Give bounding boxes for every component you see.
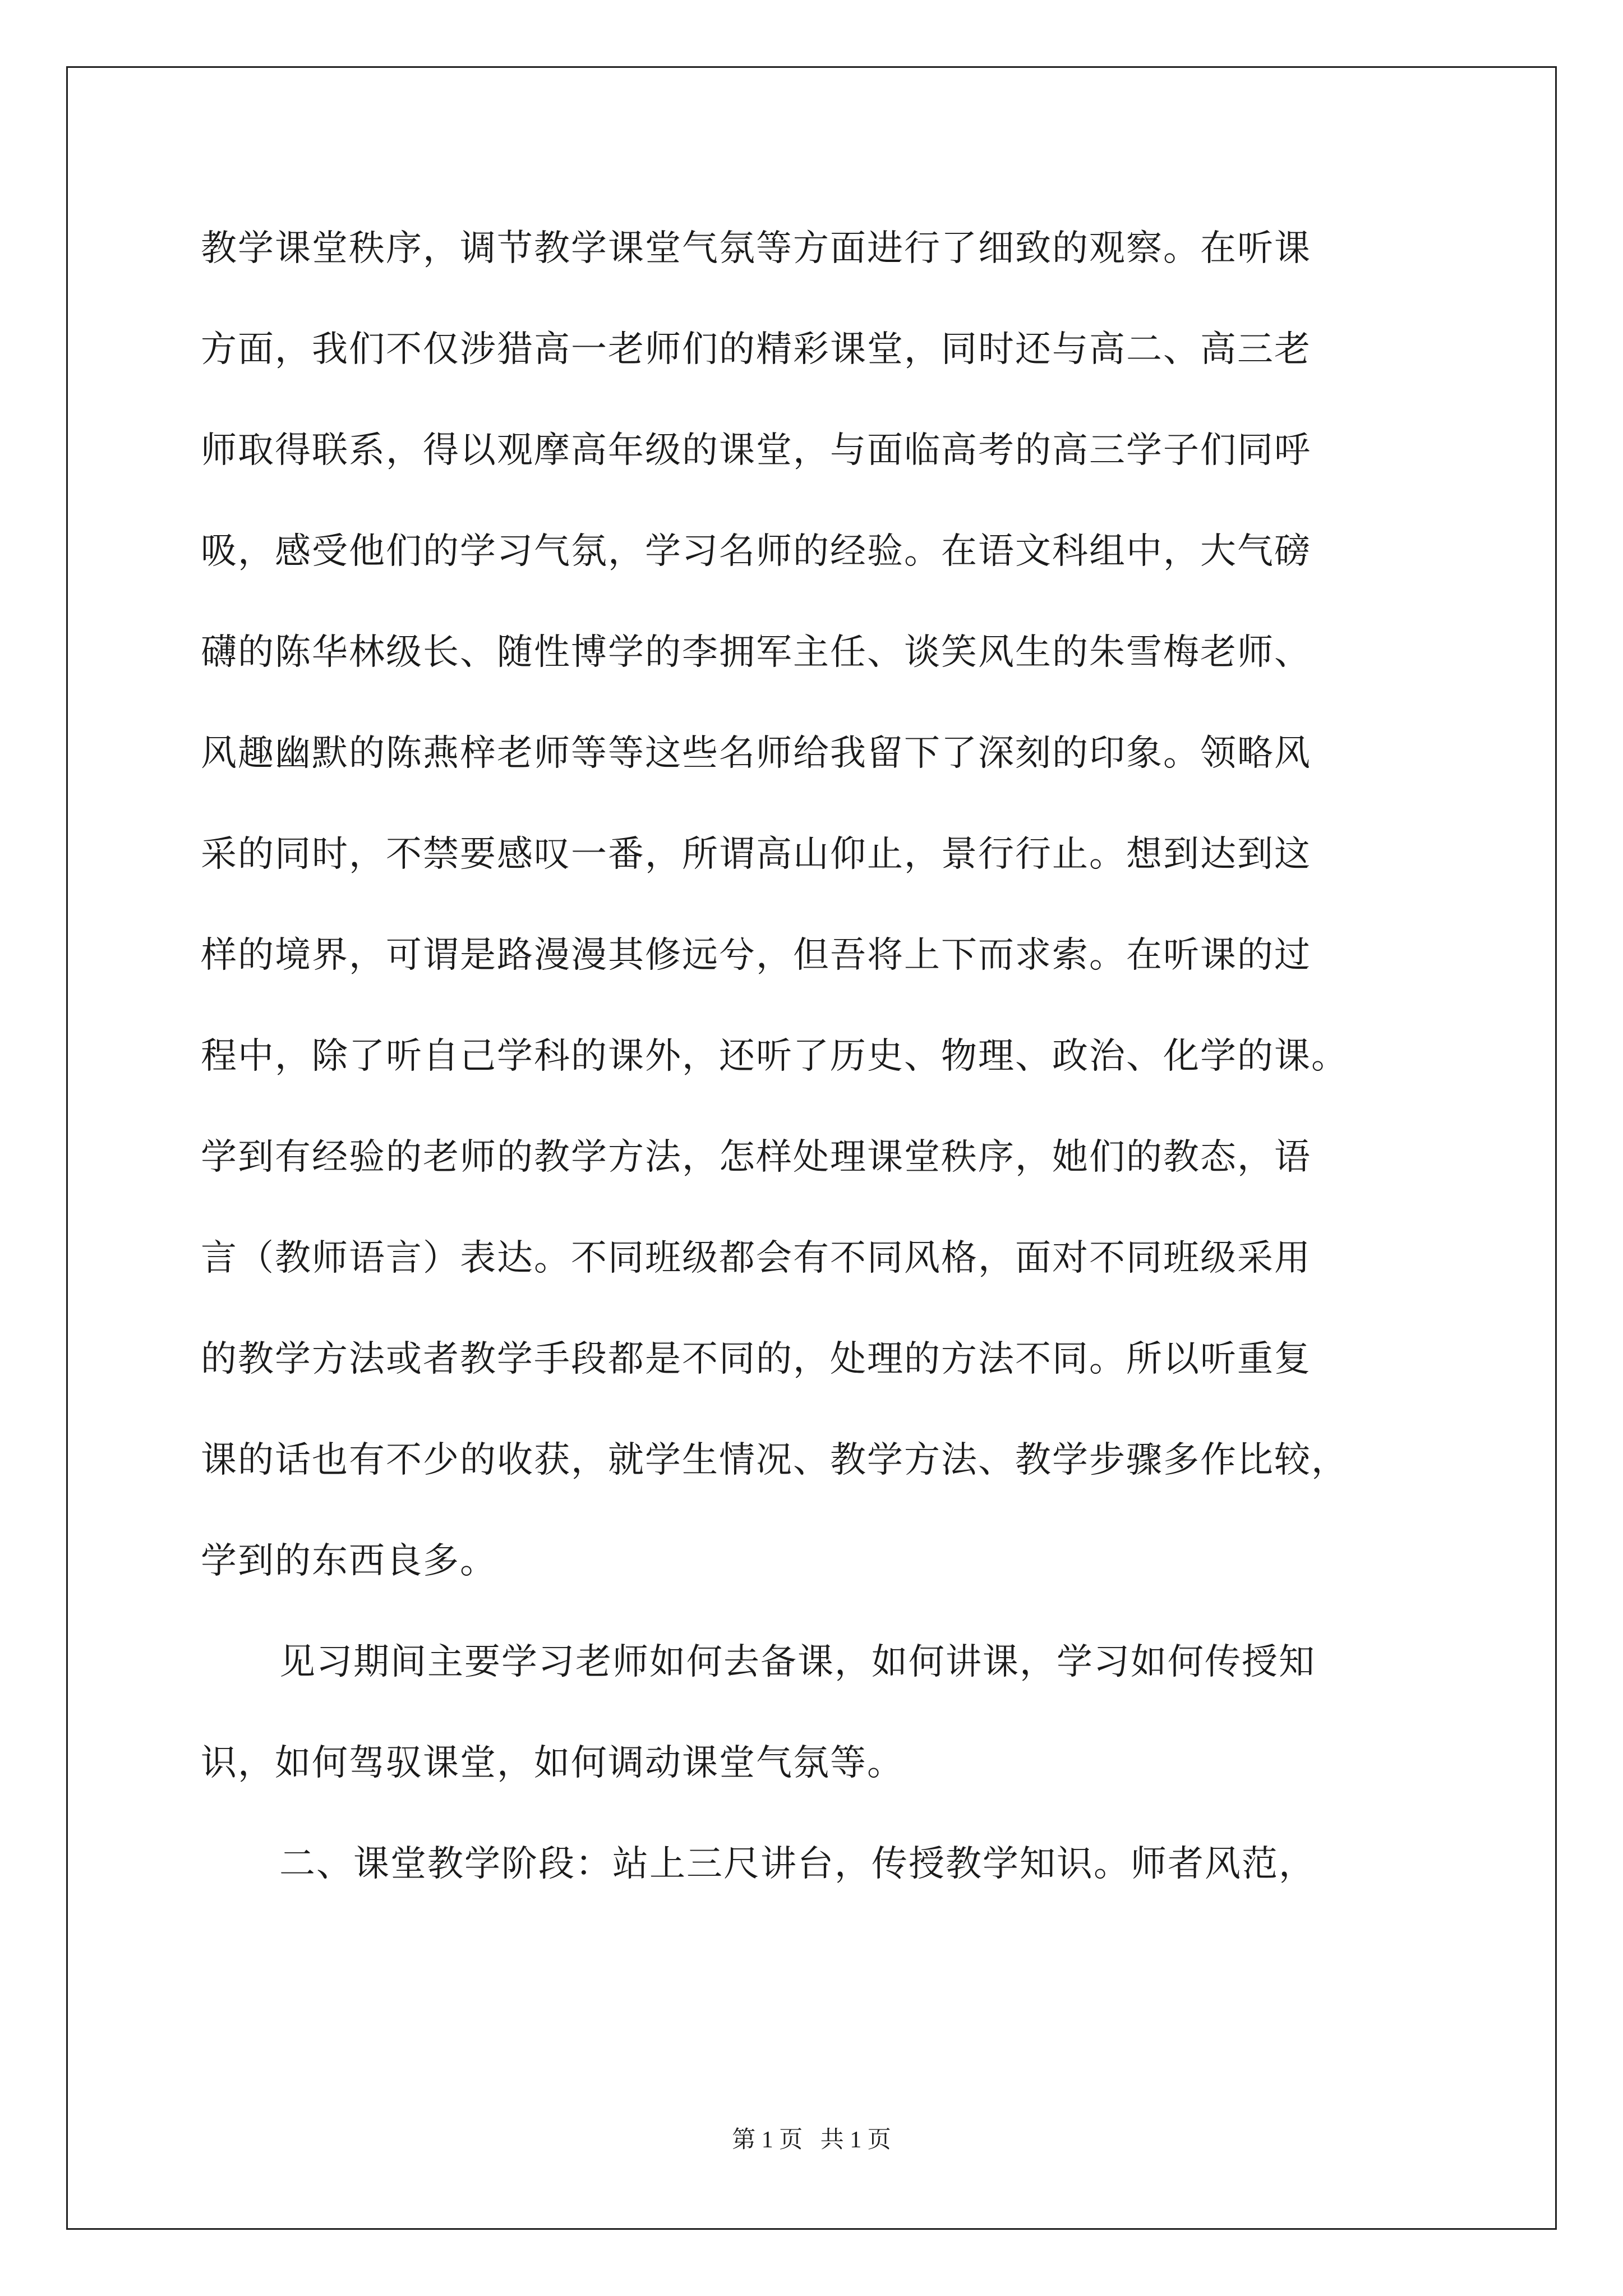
paragraph-first-line: 见习期间主要学习老师如何去备课，如何讲课，学习如何传授知	[279, 1641, 1316, 1683]
text-line: 礴的陈华林级长、随性博学的李拥军主任、谈笑风生的朱雪梅老师、	[201, 632, 1311, 673]
text-line: 的教学方法或者教学手段都是不同的，处理的方法不同。所以听重复	[201, 1338, 1311, 1380]
text-line: 采的同时，不禁要感叹一番，所谓高山仰止，景行行止。想到达到这	[201, 834, 1311, 875]
text-line: 学到有经验的老师的教学方法，怎样处理课堂秩序，她们的教态，语	[201, 1137, 1311, 1178]
text-line: 程中，除了听自己学科的课外，还听了历史、物理、政治、化学的课。	[201, 1036, 1348, 1077]
text-line: 样的境界，可谓是路漫漫其修远兮，但吾将上下而求索。在听课的过	[201, 935, 1311, 976]
text-line: 识，如何驾驭课堂，如何调动课堂气氛等。	[201, 1742, 904, 1784]
text-line: 教学课堂秩序，调节教学课堂气氛等方面进行了细致的观察。在听课	[201, 228, 1311, 269]
text-line: 言（教师语言）表达。不同班级都会有不同风格，面对不同班级采用	[201, 1237, 1311, 1279]
text-line: 方面，我们不仅涉猎高一老师们的精彩课堂，同时还与高二、高三老	[201, 329, 1311, 370]
text-line: 风趣幽默的陈燕梓老师等等这些名师给我留下了深刻的印象。领略风	[201, 733, 1311, 774]
text-line: 学到的东西良多。	[201, 1540, 497, 1582]
paragraph-first-line: 二、课堂教学阶段：站上三尺讲台，传授教学知识。师者风范，	[279, 1843, 1316, 1885]
text-line: 课的话也有不少的收获，就学生情况、教学方法、教学步骤多作比较，	[201, 1439, 1348, 1481]
page-number-footer: 第 1 页 共 1 页	[732, 2127, 891, 2153]
text-line: 吸，感受他们的学习气氛，学习名师的经验。在语文科组中，大气磅	[201, 531, 1311, 572]
text-line: 师取得联系，得以观摩高年级的课堂，与面临高考的高三学子们同呼	[201, 430, 1311, 471]
